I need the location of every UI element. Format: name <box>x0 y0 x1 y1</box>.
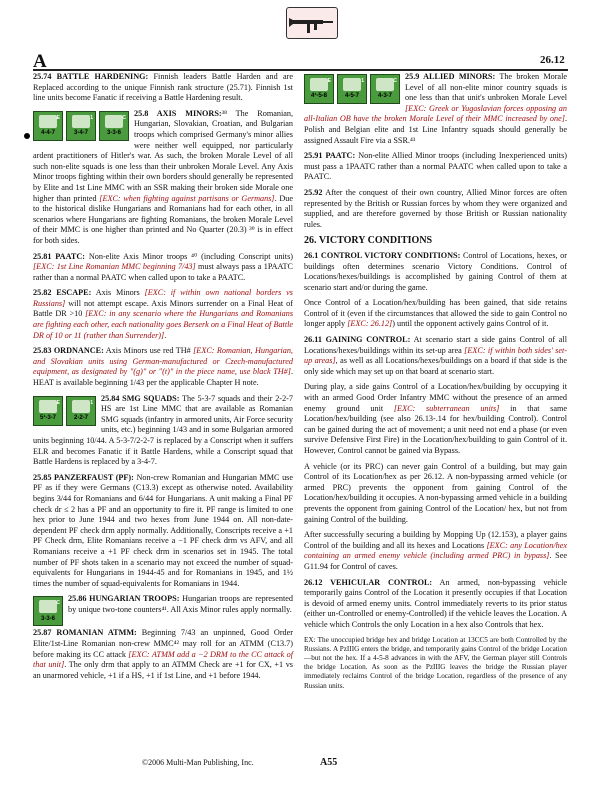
counter-elite: E 4¹-5-8 <box>304 74 334 104</box>
counter-elite: E 4-4-7 <box>33 111 63 141</box>
left-column <box>33 72 293 686</box>
rule-heading: 25.8 AXIS MINORS: <box>134 108 222 118</box>
example-text: EX: The unoccupied bridge hex and bridge Location at 13CC5 are both Controlled by the Russians. A PzIIIG enters the bridge, and temporarily gains Control of the bridge Location—but not the hex. If a 4-5-8 advances in with the AFV, the German player still Controls the bridge Location. As soon as the PzIIIG leaves the bridge the Russian player immediately reclaims Control of the bridge Location, regardless of the presence of any Russian units. <box>304 635 567 690</box>
counter-conscript: C 4-3-7 <box>370 74 400 104</box>
axis-minor-counters <box>33 111 129 141</box>
counter-first-line: 1 3-4-7 <box>66 111 96 141</box>
allied-minor-counters <box>304 74 400 104</box>
rule-25-83: 25.83 ORDNANCE: Axis Minors use red TH# [EXC: Romanian, Hungarian, and Slovakian units using German-manufactured or Czech-manufactured equipment, as designated by "(g)" or "(t)" in the piece name, use black TH#]. HEAT is available beginning 1/43 per the applicable Chapter H note. <box>33 346 293 388</box>
new-rule-bullet-icon <box>24 133 30 139</box>
submachine-gun-icon <box>286 7 338 39</box>
page-number: A55 <box>320 757 338 768</box>
rule-26-1: 26.1 CONTROL VICTORY CONDITIONS: Control of Locations, hexes, or buildings often determines scenario Victory Conditions. Control of Locations/hexes/buildings is accomplished by gaining Control of them at scenario start and/or during the game. <box>304 250 567 292</box>
rule-text: ³⁸ The Romanian, Hungarian, Slovakian, Croatian, and Bulgarian troops which comprised Germany's minor allies were neither well equipped, nor particularly ardent practitioners of Hitler's war. As such, the broken Morale Level of all such non-elite squads is one less than their unbroken Morale Level. Any Axis Minor troops fighting within their own borders should generally be represented by Elite and 1st Line MMC with an SSR making their broken side Morale one higher than printed <box>33 108 293 203</box>
rule-25-84: E 5¹-3-7 1 2-2-7 25.84 SMG SQUADS: The 5-3-7 squads and their 2-2-7 HS are 1st Line MMC that are available as Romanian SMG squads (infantry in armored units, Air Force security units, etc.) beginning 1/43 and in some Bulgarian armored units beginning 10/44. A 5-3-7/2-2-7 is replaced by a Conscript when it suffers ELR and becomes Fanatic if it Battle Hardens, while a Conscript squad that Battle Hardens is replaced by a 3-4-7. <box>33 393 293 467</box>
rule-25-82: 25.82 ESCAPE: Axis Minors [EXC: if within own national borders vs Russians] will not attempt escape. Axis Minors surrender on a Final Heat of Battle DR >10 [EXC: in any scenario where the Hungarians and Romanians are fighting each other, each nationality goes Berserk on a Final Heat of Battle DR of 10 or 11 (rather than Surrender)]. <box>33 288 294 340</box>
chapter-heading: 26. VICTORY CONDITIONS <box>304 235 433 247</box>
counter-smg-hs: 1 2-2-7 <box>66 396 96 426</box>
hungarian-counters <box>33 596 63 626</box>
rule-26-1-para2: Once Control of a Location/hex/building has been gained, that side retains Control of it (even if the circumstances that allowed the side to gain Control no longer apply [EXC: 26.12]) until the opponent actively gains Control of it. <box>304 298 567 329</box>
rule-25-91: 25.91 PAATC: Non-elite Allied Minor troops (including Inexperienced units) must pass a 1PAATC rather than a normal PAATC when called upon to take a PAATC. <box>304 151 567 182</box>
section-number: 26.12 <box>540 54 565 66</box>
rule-25-9: E 4¹-5-8 1 4-5-7 C 4-3-7 25.9 ALLIED MINORS: The broken Morale Level of all non-elite minor country squads is one less than that unit's unbroken Morale Level [EXC: Greek or Yugoslavian forces opposing an all-Italian OB have the broken Morale Level of their MMC increased by one]. Polish and Belgian elite and 1st Line Infantry squads should generally be assigned Assault Fire via a SSR.⁴³ <box>304 72 567 145</box>
rule-25-8 <box>33 109 293 247</box>
rule-25-86: C 3-3-6 25.86 HUNGARIAN TROOPS: Hungarian troops are represented by unique two-tone counters⁴¹. All Axis Minor rules apply normally. <box>33 594 293 615</box>
rule-26-11: 26.11 GAINING CONTROL: At scenario start a side gains Control of all Locations/hexes/buildings within its set-up area [EXC: if within both sides' set-up areas], as well as all Locations/hexes/buildings on a board if that side is the only side which may set up on that board at scenario start. <box>304 335 567 376</box>
copyright: ©2006 Multi-Man Publishing, Inc. <box>142 758 254 767</box>
rule-26-12: 26.12 VEHICULAR CONTROL: An armed, non-bypassing vehicle temporarily gains Control of the Location it presently occupies if that Location is devoid of armed enemy units. Control immediately reverts to its prior status (either un-Controlled or enemy-Controlled) if the vehicle leaves the Location. A vehicle which Controls the only Location in a hex also Controls that hex. <box>304 577 567 629</box>
counter-smg-squad: E 5¹-3-7 <box>33 396 63 426</box>
section-letter: A <box>33 51 47 72</box>
rule-26-11-para2: During play, a side gains Control of a Location/hex/building by occupying it with an armed Good Order Infantry MMC without the presence of an armed enemy ground unit [EXC: subterranean units] in that same Location/hex/building (see also 26.13-.14 for hex/building Control). Control can be gained during the act of movement; a unit need not end a phase (or even survive Defensive First Fire) in the Location/hex/building to gain Control of it. However, Control cannot be gained via Bypass. <box>304 382 568 455</box>
header-rule <box>33 69 568 71</box>
smg-squad-counters <box>33 396 96 426</box>
rule-25-74 <box>33 72 293 104</box>
rule-25-85: 25.85 PANZERFAUST (PF): Non-crew Romanian and Hungarian MMC use PF as if they were Germans (C13.3) except as otherwise noted. Availability begins 3/44 for Romanians and 6/44 for Hungarians. A unit making a Final PF check dr ≤ 2 has a PF and an opportunity to fire it. PF range is limited to one hex prior to June 1944 and two hexes from June 1944 on. All non-date-dependent PF check drm apply normally. Additionally, Conscripts receive a +1 PF Check drm, Elite Romanians receive a −1 PF check drm vs AFV, and all Romanians receive a +1 PF check drm in scenarios set in 1945. The total number of PF shots taken in a scenario may not exceed the number of squad-equivalents for Hungarians in 1944-45 and for Romanians in 1945, and 1½ times the number of squad-equivalents for Romanians in 1944. <box>33 472 294 588</box>
rule-25-81: 25.81 PAATC: Non-elite Axis Minor troops ⁴⁰ (including Conscript units) [EXC: 1st Line Romanian MMC beginning 7/43] must always pass a 1PAATC rather than a normal PAATC when called upon to take a PAATC. <box>33 251 294 282</box>
counter-conscript: C 3-3-6 <box>99 111 129 141</box>
rule-text: . Due to the historical dislike Hungarians and Romanians had for each other, in all scenarios where Hungarians are fighting Romanians, the broken Morale Level of their MMC is one higher than printed and No Quarter (20.3) ³⁹ is in effect for both sides. <box>33 193 293 245</box>
rule-25-92: 25.92 After the conquest of their own country, Allied Minor forces are often represented by the British or Russian forces by whom they were organized and supplied, and are therefore governed by those British or Russian nationality rules. <box>304 187 567 229</box>
right-column <box>304 72 567 696</box>
rule-exception: [EXC: when fighting against partisans or Germans] <box>99 193 275 203</box>
rule-26-11-para3: A vehicle (or its PRC) can never gain Control of a building, but may gain Control of its Location/hex as per 26.12. A non-bypassing armed vehicle (or armed PRC) prevents the opponent from gaining Control of the Location/hex/building it occupies. A non-bypassing armed vehicle in a building prevents the opponent from gaining Control of the Location/ hex, but not from gaining Control of the building. <box>304 461 567 524</box>
counter-hungarian: C 3-3-6 <box>33 596 63 626</box>
rule-heading: 25.74 BATTLE HARDENING: <box>33 72 149 81</box>
rule-26-11-para4: After successfully securing a building by Mopping Up (12.153), a player gains Control of the building and all its hexes and Locations [EXC: any Location/hex containing an armed enemy vehicle (including armed PRC) in bypass]. See G11.94 for Control of caves. <box>304 530 568 571</box>
rule-25-87: 25.87 ROMANIAN ATMM: Beginning 7/43 an unpinned, Good Order Elite/1st-Line Romanian non-crew MMC⁴² may roll for an ATMM (C13.7) before making its CC attack [EXC: ATMM add a −2 DRM to the CC attack of that unit]. The only drm that apply to an ATMM Check are +1 for CX, +1 vs an unarmored vehicle, +1 if a HS, +1 if 1st Line, and +1 before 1944. <box>33 628 294 680</box>
counter-first-line: 1 4-5-7 <box>337 74 367 104</box>
rule-text: Finnish leaders Battle Harden and are Replaced according to the unique Finnish rank structure (25.71). Finnish 1st line units become Fanatic if receiving a Battle Hardening result. <box>33 72 293 103</box>
